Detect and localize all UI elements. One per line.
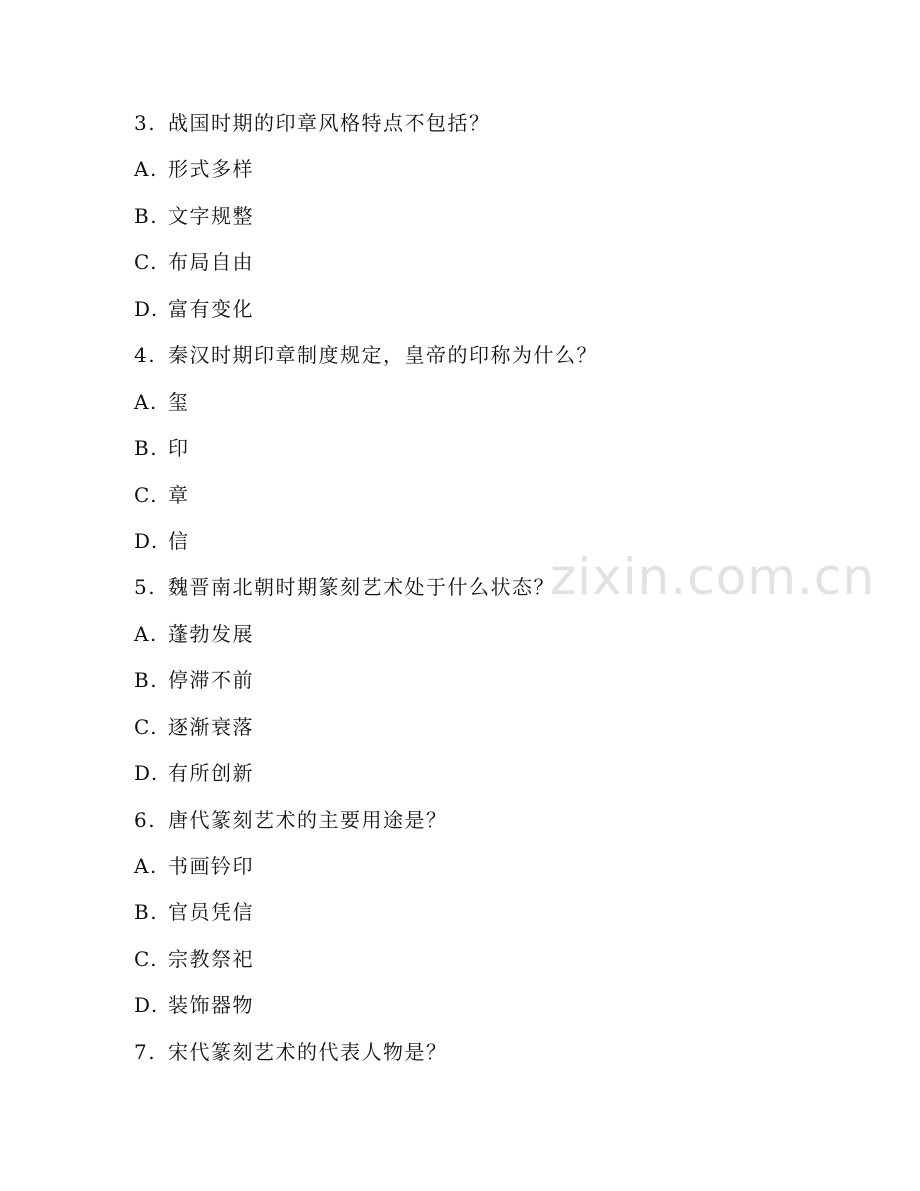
question-text: 战国时期的印章风格特点不包括？ [168, 111, 491, 135]
question-line [134, 803, 834, 849]
option-text: 信 [168, 528, 190, 553]
option-text: 玺 [168, 389, 190, 414]
option-text: 宗教祭祀 [168, 946, 254, 971]
watermark: zixin.com.cn [550, 548, 876, 606]
option-text: 文字规整 [168, 203, 254, 228]
option-letter: A. [134, 157, 158, 182]
option-line [134, 152, 834, 198]
option-letter: D. [134, 296, 159, 321]
option-line [134, 431, 834, 477]
question-number: 4. [134, 343, 157, 368]
option-text: 章 [168, 482, 190, 507]
option-text: 书画钤印 [168, 854, 254, 878]
option-text: 印 [168, 436, 190, 461]
question-number: 7. [134, 1039, 157, 1064]
option-line [134, 849, 834, 895]
option-letter: C. [134, 250, 158, 275]
question-number: 3. [134, 111, 157, 135]
option-letter: B. [134, 436, 159, 461]
question-line [134, 106, 834, 152]
option-text: 蓬勃发展 [168, 621, 254, 646]
question-number: 5. [134, 575, 157, 600]
option-line [134, 988, 834, 1034]
option-letter: B. [134, 900, 159, 925]
option-line [134, 756, 834, 802]
option-text: 富有变化 [168, 296, 254, 321]
option-line [134, 942, 834, 988]
option-letter: D. [134, 528, 159, 553]
question-text: 魏晋南北朝时期篆刻艺术处于什么状态？ [168, 575, 555, 600]
option-letter: C. [134, 482, 158, 507]
option-letter: C. [134, 946, 158, 971]
option-line [134, 710, 834, 756]
option-line [134, 292, 834, 338]
question-number: 6. [134, 807, 157, 832]
option-line [134, 199, 834, 245]
option-letter: A. [134, 389, 158, 414]
option-text: 停滞不前 [168, 668, 254, 693]
option-line [134, 663, 834, 709]
option-letter: D. [134, 993, 159, 1018]
option-letter: D. [134, 761, 159, 786]
option-line [134, 385, 834, 431]
option-line [134, 245, 834, 291]
question-text: 唐代篆刻艺术的主要用途是？ [168, 807, 448, 832]
question-list [134, 106, 834, 1081]
option-line [134, 617, 834, 663]
question-line [134, 338, 834, 384]
option-line [134, 524, 834, 570]
option-letter: B. [134, 668, 159, 693]
option-letter: A. [134, 621, 158, 646]
question-text: 秦汉时期印章制度规定，皇帝的印称为什么？ [168, 343, 598, 368]
question-text: 宋代篆刻艺术的代表人物是？ [168, 1039, 448, 1064]
option-text: 装饰器物 [168, 993, 254, 1018]
option-letter: B. [134, 203, 159, 228]
option-text: 官员凭信 [168, 900, 254, 925]
option-text: 有所创新 [168, 761, 254, 786]
option-text: 逐渐衰落 [168, 714, 254, 739]
option-letter: C. [134, 714, 158, 739]
question-line [134, 1035, 834, 1081]
option-line [134, 478, 834, 524]
option-letter: A. [134, 854, 158, 878]
option-line [134, 895, 834, 941]
question-line [134, 570, 834, 616]
option-text: 布局自由 [168, 250, 254, 275]
option-text: 形式多样 [168, 157, 254, 182]
